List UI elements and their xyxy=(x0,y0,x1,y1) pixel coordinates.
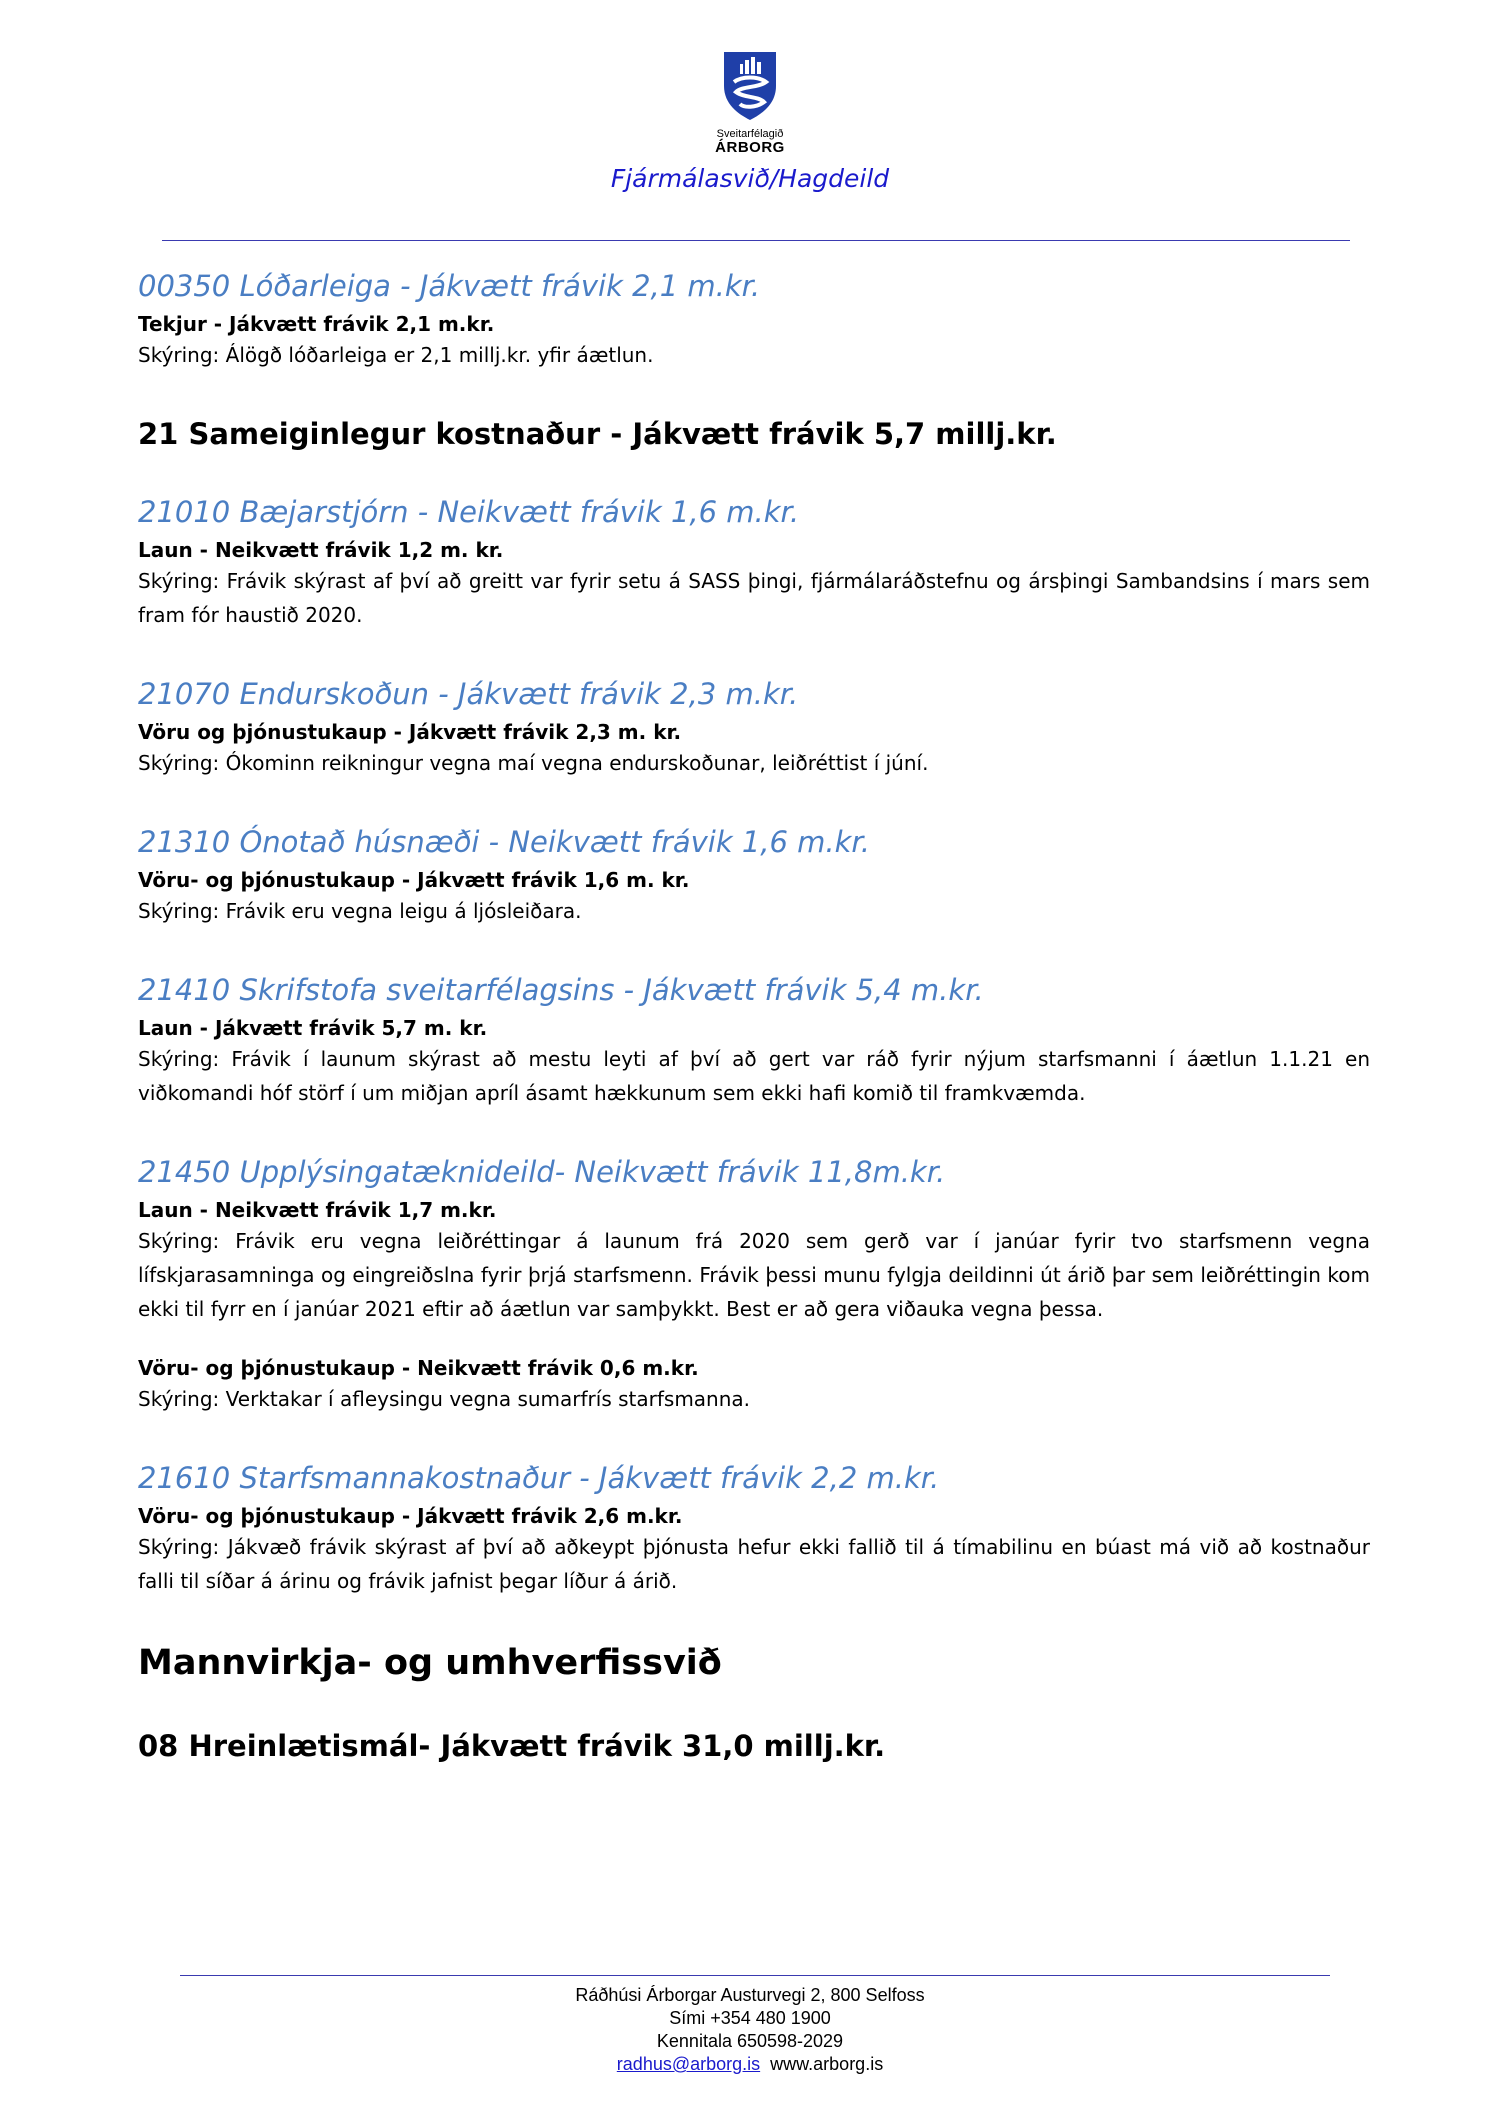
footer-divider xyxy=(180,1975,1330,1976)
section-21010 xyxy=(138,494,1370,632)
explanation-text: Skýring: Jákvæð frávik skýrast af því að aðkeypt þjónusta hefur ekki fallið til á tímabilinu en búast má við að kostnaður falli til síðar á árinu og frávik jafnist þegar líður á árið. xyxy=(138,1535,1370,1593)
section-21070 xyxy=(138,676,1370,780)
org-name-small: Sveitarfélagið xyxy=(716,128,784,140)
footer-address: Ráðhúsi Árborgar Austurvegi 2, 800 Selfoss xyxy=(575,1985,925,2005)
section-21410 xyxy=(138,972,1370,1110)
division-heading: Mannvirkja- og umhverfissvið xyxy=(138,1643,722,1683)
explanation-text: Skýring: Ókominn reikningur vegna maí vegna endurskoðunar, leiðréttist í júní. xyxy=(138,751,929,775)
section-00350 xyxy=(138,268,1370,372)
line-heading: Laun - Neikvætt frávik 1,7 m.kr. xyxy=(138,1198,497,1222)
line-heading: Laun - Neikvætt frávik 1,2 m. kr. xyxy=(138,538,504,562)
explanation-text: Skýring: Frávik eru vegna leigu á ljósleiðara. xyxy=(138,899,582,923)
page-footer xyxy=(0,1984,1500,2076)
section-title: 21610 Starfsmannakostnaður - Jákvætt frávik 2,2 m.kr. xyxy=(138,1461,940,1495)
explanation-text: Skýring: Frávik eru vegna leiðréttingar á launum frá 2020 sem gerð var í janúar fyrir tvo starfsmenn vegna lífskjarasamninga og eingreiðslna fyrir þrjá starfsmenn. Frávik þessi munu fylgja deildinni út árið þar sem leiðréttingin kom ekki til fyrr en í janúar 2021 eftir að áætlun var samþykkt. Best er að gera viðauka vegna þessa. xyxy=(138,1229,1370,1321)
explanation-text: Skýring: Álögð lóðarleiga er 2,1 millj.kr. yfir áætlun. xyxy=(138,343,654,367)
section-21450 xyxy=(138,1154,1370,1416)
footer-kennitala: Kennitala 650598-2029 xyxy=(656,2031,844,2051)
footer-contact xyxy=(0,2053,1500,2076)
explanation-text: Skýring: Frávik skýrast af því að greitt var fyrir setu á SASS þingi, fjármálaráðstefnu og ársþingi Sambandsins í mars sem fram fór haustið 2020. xyxy=(138,569,1370,627)
group-heading: 21 Sameiginlegur kostnaður - Jákvætt frávik 5,7 millj.kr. xyxy=(138,417,1057,451)
section-title: 21070 Endurskoðun - Jákvætt frávik 2,3 m.kr. xyxy=(138,677,799,711)
footer-email-link[interactable]: radhus@arborg.is xyxy=(616,2054,761,2074)
spacer xyxy=(138,1326,1370,1354)
section-title: 00350 Lóðarleiga - Jákvætt frávik 2,1 m.kr. xyxy=(138,269,761,303)
arborg-crest-icon xyxy=(718,46,782,126)
footer-phone: Sími +354 480 1900 xyxy=(669,2008,831,2028)
line-heading: Vöru- og þjónustukaup - Jákvætt frávik 2,6 m.kr. xyxy=(138,1504,683,1528)
section-21610 xyxy=(138,1460,1370,1598)
section-21310 xyxy=(138,824,1370,928)
section-title: 21450 Upplýsingatæknideild- Neikvætt frávik 11,8m.kr. xyxy=(138,1155,946,1189)
line-heading: Vöru- og þjónustukaup - Jákvætt frávik 1,6 m. kr. xyxy=(138,868,690,892)
footer-website: www.arborg.is xyxy=(770,2054,884,2074)
line-heading: Vöru- og þjónustukaup - Neikvætt frávik 0,6 m.kr. xyxy=(138,1356,699,1380)
line-heading: Laun - Jákvætt frávik 5,7 m. kr. xyxy=(138,1016,488,1040)
section-title: 21310 Ónotað húsnæði - Neikvætt frávik 1,6 m.kr. xyxy=(138,825,870,859)
department-title: Fjármálasvið/Hagdeild xyxy=(610,164,890,193)
report-body xyxy=(138,268,1370,1806)
explanation-text: Skýring: Verktakar í afleysingu vegna sumarfrís starfsmanna. xyxy=(138,1387,751,1411)
org-name: ÁRBORG xyxy=(715,139,785,156)
line-heading: Tekjur - Jákvætt frávik 2,1 m.kr. xyxy=(138,312,495,336)
division-subheading: 08 Hreinlætismál- Jákvætt frávik 31,0 millj.kr. xyxy=(138,1729,886,1763)
explanation-text: Skýring: Frávik í launum skýrast að mestu leyti af því að gert var ráð fyrir nýjum starfsmanni í áætlun 1.1.21 en viðkomandi hóf störf í um miðjan apríl ásamt hækkunum sem ekki hafi komið til framkvæmda. xyxy=(138,1047,1370,1105)
header-divider xyxy=(162,240,1350,241)
section-title: 21010 Bæjarstjórn - Neikvætt frávik 1,6 m.kr. xyxy=(138,495,800,529)
page-header xyxy=(0,46,1500,193)
section-title: 21410 Skrifstofa sveitarfélagsins - Jákvætt frávik 5,4 m.kr. xyxy=(138,973,984,1007)
line-heading: Vöru og þjónustukaup - Jákvætt frávik 2,3 m. kr. xyxy=(138,720,682,744)
